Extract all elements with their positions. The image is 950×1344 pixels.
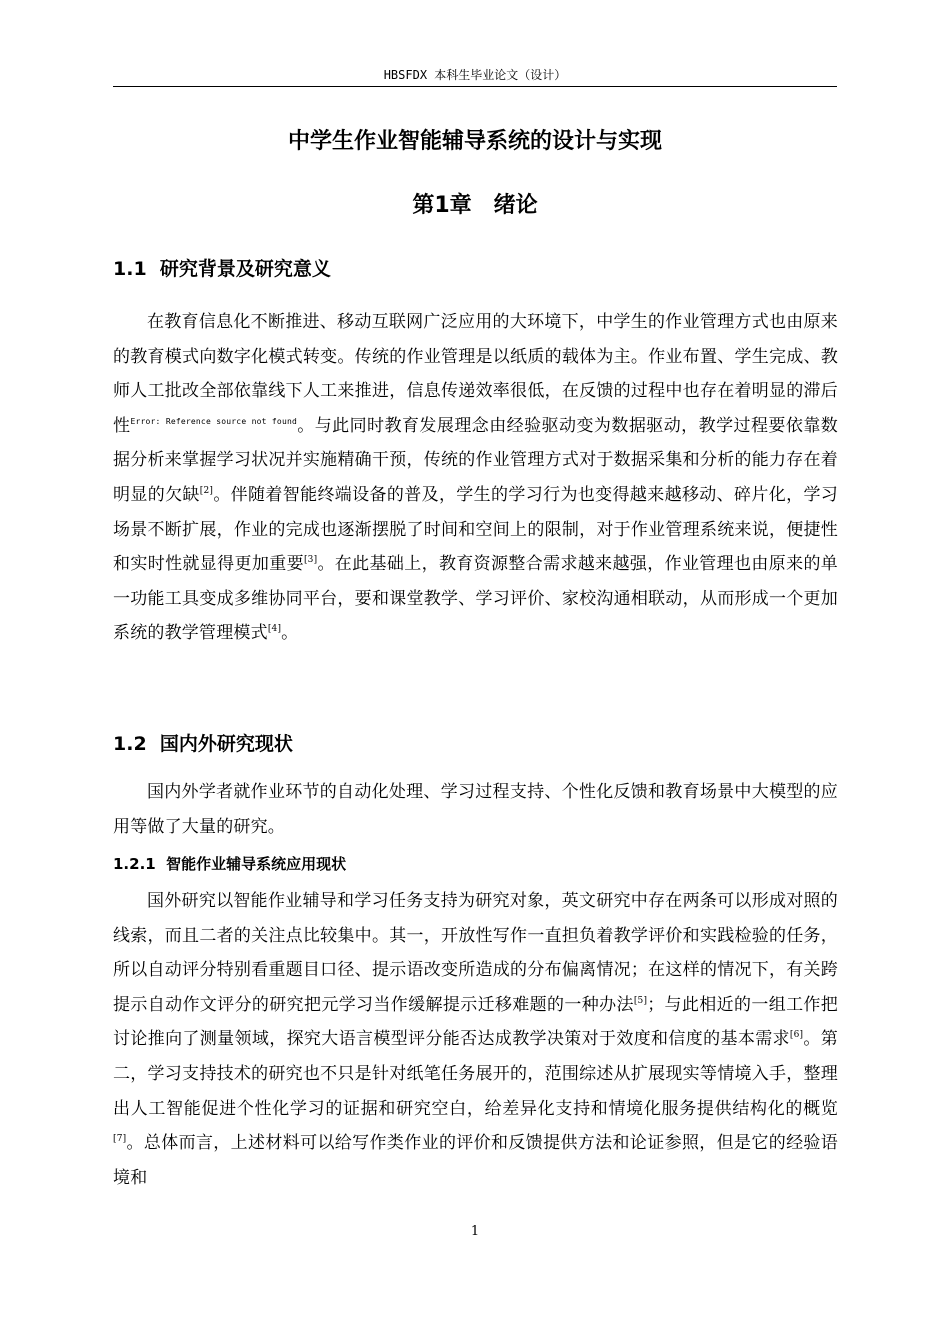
chapter-title: 第1章 绪论 (412, 193, 538, 218)
citation-marker: [6] (789, 1030, 804, 1041)
citation-marker: [5] (633, 995, 648, 1006)
section-1-2-paragraph (113, 775, 838, 844)
paragraph-text: 。在此基础上，教育资源整合需求越来越强，作业管理也由原来的单一功能工具变成多维协同平台，要和课堂教学、学习评价、家校沟通相联动，从而形成一个更加系统的教学管理模式 (113, 554, 839, 644)
citation-marker: Error: Reference source not found (130, 416, 297, 426)
citation-marker: [3] (303, 555, 318, 566)
subsection-1-2-1-paragraph (113, 884, 838, 1195)
paragraph-text: 在教育信息化不断推进、移动互联网广泛应用的大环境下，中学生的作业管理方式也由原来的教育模式向数字化模式转变。传统的作业管理是以纸质的载体为主。作业布置、学生完成、教师人工批改全部依靠线下人工来推进，信息传递效率很低，在反馈的过程中也存在着明显的滞后性 (113, 312, 838, 436)
paragraph-text: 。第二，学习支持技术的研究也不只是针对纸笔任务展开的，范围综述从扩展现实等情境入手，整理出人工智能促进个性化学习的证据和研究空白，给差异化支持和情境化服务提供结构化的概览 (113, 1029, 838, 1119)
paragraph-text: ；与此相近的一组工作把讨论推向了测量领域，探究大语言模型评分能否达成教学决策对于效度和信度的基本需求 (113, 994, 838, 1050)
paragraph-text: 。与此同时教育发展理念由经验驱动变为数据驱动，教学过程要依靠数据分析来掌握学习状况并实施精确干预，传统的作业管理方式对于数据采集和分析的能力存在着明显的欠缺 (113, 415, 838, 505)
paragraph-text: 国内外学者就作业环节的自动化处理、学习过程支持、个性化反馈和教育场景中大模型的应用等做了大量的研究。 (113, 782, 838, 837)
subsection-heading-1-2-1: 1.2.1 智能作业辅导系统应用现状 (113, 855, 347, 873)
paragraph-text: 。 (281, 623, 299, 644)
section-heading-1-2: 1.2 国内外研究现状 (113, 733, 293, 755)
paragraph-text: 。总体而言，上述材料可以给写作类作业的评价和反馈提供方法和论证参照，但是它的经验语境和 (113, 1133, 838, 1188)
citation-marker: [4] (267, 624, 282, 635)
paragraph-text: 。伴随着智能终端设备的普及，学生的学习行为也变得越来越移动、碎片化，学习场景不断扩展，作业的完成也逐渐摆脱了时间和空间上的限制，对于作业管理系统来说，便捷性和实时性就显得更加重要 (113, 484, 839, 575)
page-number: 1 (470, 1224, 480, 1239)
section-heading-1-1: 1.1 研究背景及研究意义 (113, 258, 331, 280)
citation-marker: [2] (199, 485, 214, 496)
section-1-1-paragraph (113, 305, 838, 651)
paragraph-text: 国外研究以智能作业辅导和学习任务支持为研究对象，英文研究中存在两条可以形成对照的线索，而且二者的关注点比较集中。其一，开放性写作一直担负着教学评价和实践检验的任务，所以自动评分特别看重题目口径、提示语改变所造成的分布偏离情况；在这样的情况下，有关跨提示自动作文评分的研究把元学习当作缓解提示迁移难题的一种办法 (113, 891, 838, 1015)
citation-marker: [7] (113, 1134, 127, 1145)
document-title: 中学生作业智能辅导系统的设计与实现 (287, 129, 662, 154)
page-header: HBSFDX 本科生毕业论文（设计） (383, 68, 567, 82)
header-rule (113, 86, 837, 87)
